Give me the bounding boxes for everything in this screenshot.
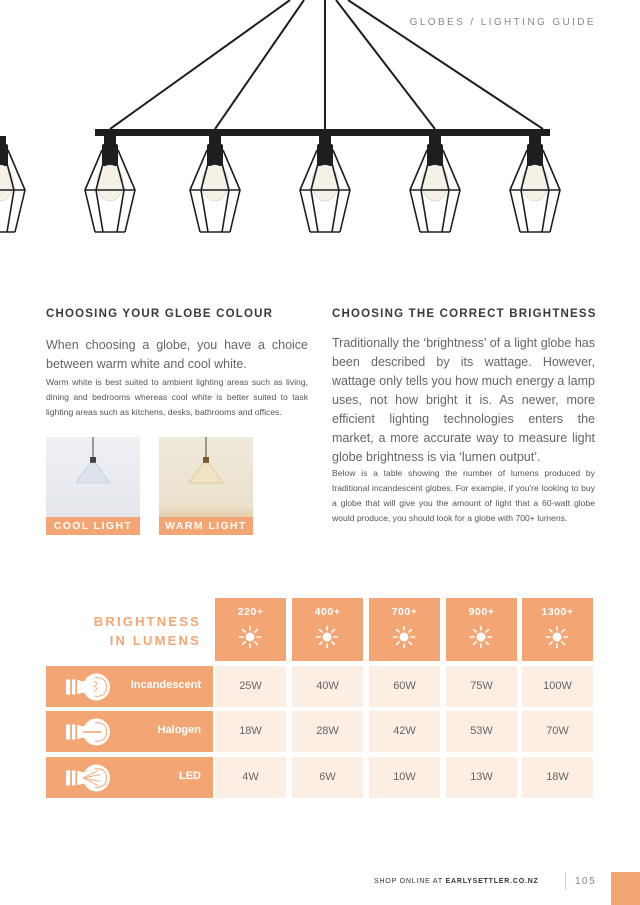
wattage-cell: 4W [215, 757, 286, 798]
led-bulb-icon [60, 762, 116, 794]
incandescent-bulb-icon [60, 671, 116, 703]
wattage-cell: 13W [446, 757, 517, 798]
section-label: GLOBES / LIGHTING GUIDE [409, 17, 596, 28]
wattage-cell: 100W [522, 666, 593, 707]
wattage-cell: 18W [522, 757, 593, 798]
cool-light-swatch [46, 437, 140, 535]
lumens-header-cell [446, 598, 517, 661]
lumens-value: 400+ [314, 606, 341, 618]
lumens-value: 220+ [237, 606, 264, 618]
colour-body: Warm white is best suited to ambient lighting areas such as living, dining and bedrooms whereas cool white is better suited to task lighting areas such as kitchens, desks, bathrooms and offices. [46, 377, 308, 417]
wattage-cell: 28W [292, 711, 363, 752]
wattage-cell: 6W [292, 757, 363, 798]
warm-light-label: WARM LIGHT [159, 517, 253, 535]
lumens-value: 1300+ [541, 606, 574, 618]
globe-type-name: LED [179, 770, 201, 782]
sun-icon [545, 625, 569, 649]
lumens-header-cell [292, 598, 363, 661]
wattage-cell: 75W [446, 666, 517, 707]
page-number: 105 [575, 876, 597, 887]
page-tab [611, 872, 640, 905]
row-label-halogen [46, 711, 213, 752]
brightness-lead: Traditionally the ‘brightness’ of a light globe has been described by its wattage. However, wattage only tells you how much energy a lamp uses, not how bright it is. As newer, more efficient lighting technologies enters the market, a more accurate way to measure light globe brightness is via ‘lumen output’. [332, 336, 595, 464]
halogen-bulb-icon [60, 716, 116, 748]
shop-prefix: SHOP ONLINE AT [374, 878, 443, 885]
sun-icon [392, 625, 416, 649]
brightness-body: Below is a table showing the number of lumens produced by traditional incandescent globes. For example, if you're looking to buy a globe that will give you the amount of light that a 60-watt globe would produce, you should look for a globe with 700+ lumens. [332, 468, 595, 523]
sun-icon [238, 625, 262, 649]
colour-heading: CHOOSING YOUR GLOBE COLOUR [46, 308, 274, 320]
wattage-cell: 42W [369, 711, 440, 752]
footer-divider [565, 872, 566, 890]
lumens-header-cell [215, 598, 286, 661]
table-title-line1: BRIGHTNESS [93, 614, 201, 629]
row-label-led [46, 757, 213, 798]
wattage-cell: 60W [369, 666, 440, 707]
wattage-cell: 53W [446, 711, 517, 752]
warm-pendant-icon [159, 437, 253, 517]
table-title [46, 612, 201, 650]
wattage-cell: 18W [215, 711, 286, 752]
cool-light-label: COOL LIGHT [46, 517, 140, 535]
sun-icon [469, 625, 493, 649]
pendant-light-image [0, 0, 640, 280]
wattage-cell: 25W [215, 666, 286, 707]
wattage-cell: 70W [522, 711, 593, 752]
wattage-cell: 10W [369, 757, 440, 798]
brightness-heading: CHOOSING THE CORRECT BRIGHTNESS [332, 308, 597, 320]
lumens-header-cell [369, 598, 440, 661]
table-title-line2: IN LUMENS [109, 633, 201, 648]
cool-pendant-icon [46, 437, 140, 517]
shop-site-link[interactable]: EARLYSETTLER.CO.NZ [445, 878, 539, 885]
row-label-incandescent [46, 666, 213, 707]
colour-lead: When choosing a globe, you have a choice between warm white and cool white. [46, 338, 308, 371]
warm-light-swatch [159, 437, 253, 535]
sun-icon [315, 625, 339, 649]
lumens-header-cell [522, 598, 593, 661]
globe-type-name: Incandescent [130, 679, 201, 691]
lumens-value: 900+ [468, 606, 495, 618]
wattage-cell: 40W [292, 666, 363, 707]
lumens-value: 700+ [391, 606, 418, 618]
globe-type-name: Halogen [157, 724, 201, 736]
shop-online-text [374, 878, 539, 885]
